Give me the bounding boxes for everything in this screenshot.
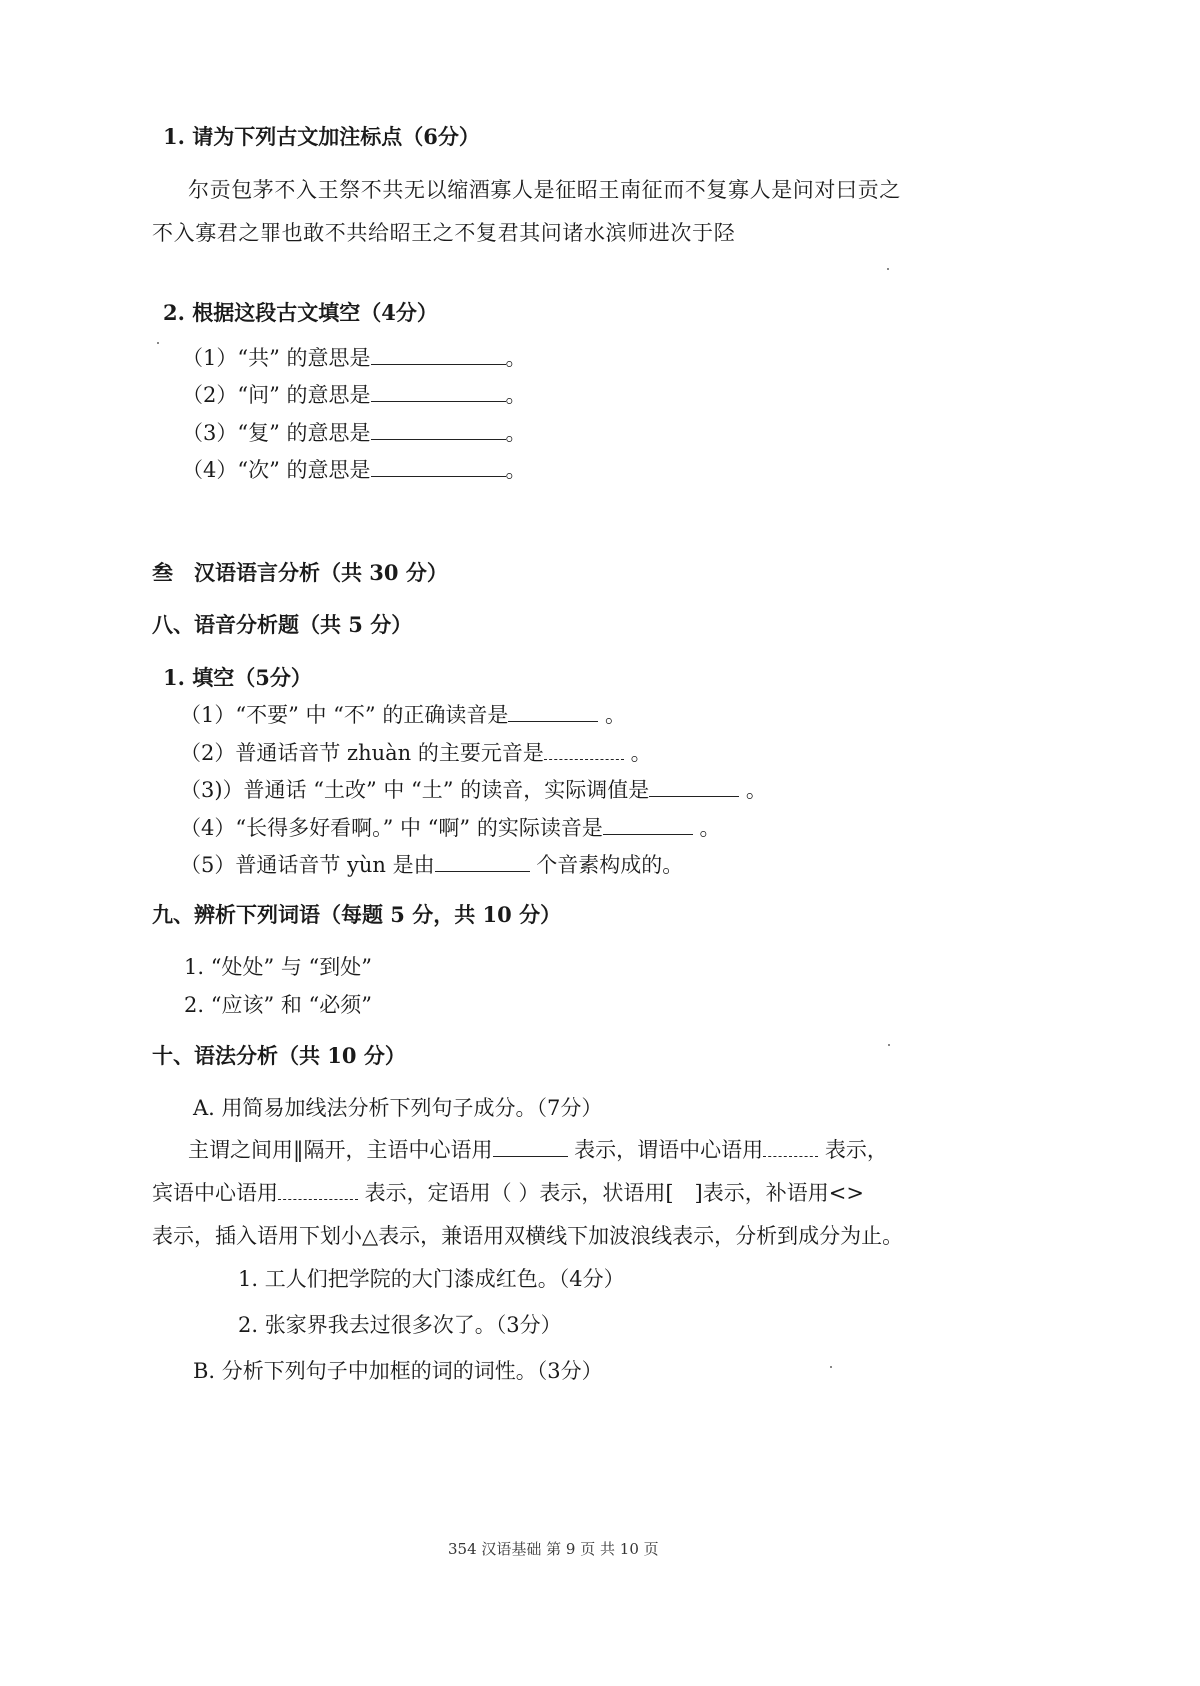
instruction-line-1: 主谓之间用‖隔开，主语中心语用 表示，谓语中心语用 表示， xyxy=(188,1138,888,1162)
fill-item-1: （1）“共” 的意思是 。 xyxy=(182,346,527,370)
phonetics-item-1: （1）“不要” 中 “不” 的正确读音是 。 xyxy=(180,703,627,727)
classical-text-line-1: 尔贡包茅不入王祭不共无以缩酒寡人是征昭王南征而不复寡人是问对曰贡之 xyxy=(188,178,901,202)
part-3-title: 叁 汉语语言分析（共 30 分） xyxy=(152,560,448,585)
section-8-title: 八、语音分析题（共 5 分） xyxy=(152,612,413,637)
instruction-line-2: 宾语中心语用 表示，定语用（ ）表示，状语用[ ]表示，补语用<> xyxy=(152,1181,864,1205)
word-pair-2: 2. “应该” 和 “必须” xyxy=(184,993,373,1017)
phonetics-item-4: （4）“长得多好看啊。” 中 “啊” 的实际读音是 。 xyxy=(180,816,721,840)
instruction-line-3: 表示，插入语用下划小△表示，兼语用双横线下加波浪线表示，分析到成分为止。 xyxy=(152,1224,904,1248)
answer-blank[interactable] xyxy=(493,1138,568,1157)
answer-blank[interactable] xyxy=(278,1181,358,1200)
phonetics-item-3: （3)）普通话 “土改” 中 “土” 的读音，实际调值是 。 xyxy=(180,778,767,802)
answer-blank[interactable] xyxy=(371,421,506,440)
part-b-title: B. 分析下列句子中加框的词的词性。（3分） xyxy=(193,1359,603,1383)
answer-blank[interactable] xyxy=(649,778,739,797)
scan-speck xyxy=(887,268,889,270)
fill-item-2: （2）“问” 的意思是 。 xyxy=(182,383,527,407)
scan-speck xyxy=(830,1366,832,1368)
sentence-2: 2. 张家界我去过很多次了。（3分） xyxy=(238,1313,562,1337)
part-a-title: A. 用简易加线法分析下列句子成分。（7分） xyxy=(193,1096,603,1120)
answer-blank[interactable] xyxy=(371,383,506,402)
answer-blank[interactable] xyxy=(371,458,506,477)
question-2-title: 2. 根据这段古文填空（4分） xyxy=(163,300,438,325)
answer-blank[interactable] xyxy=(508,703,598,722)
sentence-1: 1. 工人们把学院的大门漆成红色。（4分） xyxy=(238,1267,625,1291)
classical-text-line-2: 不入寡君之罪也敢不共给昭王之不复君其问诸水滨师进次于陉 xyxy=(152,221,736,245)
answer-blank[interactable] xyxy=(603,816,693,835)
question-1-title: 1. 请为下列古文加注标点（6分） xyxy=(163,124,480,149)
section-9-title: 九、辨析下列词语（每题 5 分，共 10 分） xyxy=(152,902,562,927)
answer-blank[interactable] xyxy=(544,741,624,760)
section-10-title: 十、语法分析（共 10 分） xyxy=(152,1043,406,1068)
phonetics-item-5: （5）普通话音节 yùn 是由 个音素构成的。 xyxy=(180,853,684,877)
answer-blank[interactable] xyxy=(763,1138,818,1157)
word-pair-1: 1. “处处” 与 “到处” xyxy=(184,955,373,979)
phonetics-item-2: （2）普通话音节 zhuàn 的主要元音是 。 xyxy=(180,741,652,765)
scan-speck xyxy=(157,342,159,344)
fill-item-3: （3）“复” 的意思是 。 xyxy=(182,421,527,445)
answer-blank[interactable] xyxy=(435,853,530,872)
fill-item-4: （4）“次” 的意思是 。 xyxy=(182,458,527,482)
answer-blank[interactable] xyxy=(371,346,506,365)
page-footer: 354 汉语基础 第 9 页 共 10 页 xyxy=(448,1540,659,1558)
scan-speck xyxy=(888,1044,890,1046)
section-8-q1-title: 1. 填空（5分） xyxy=(163,665,312,690)
